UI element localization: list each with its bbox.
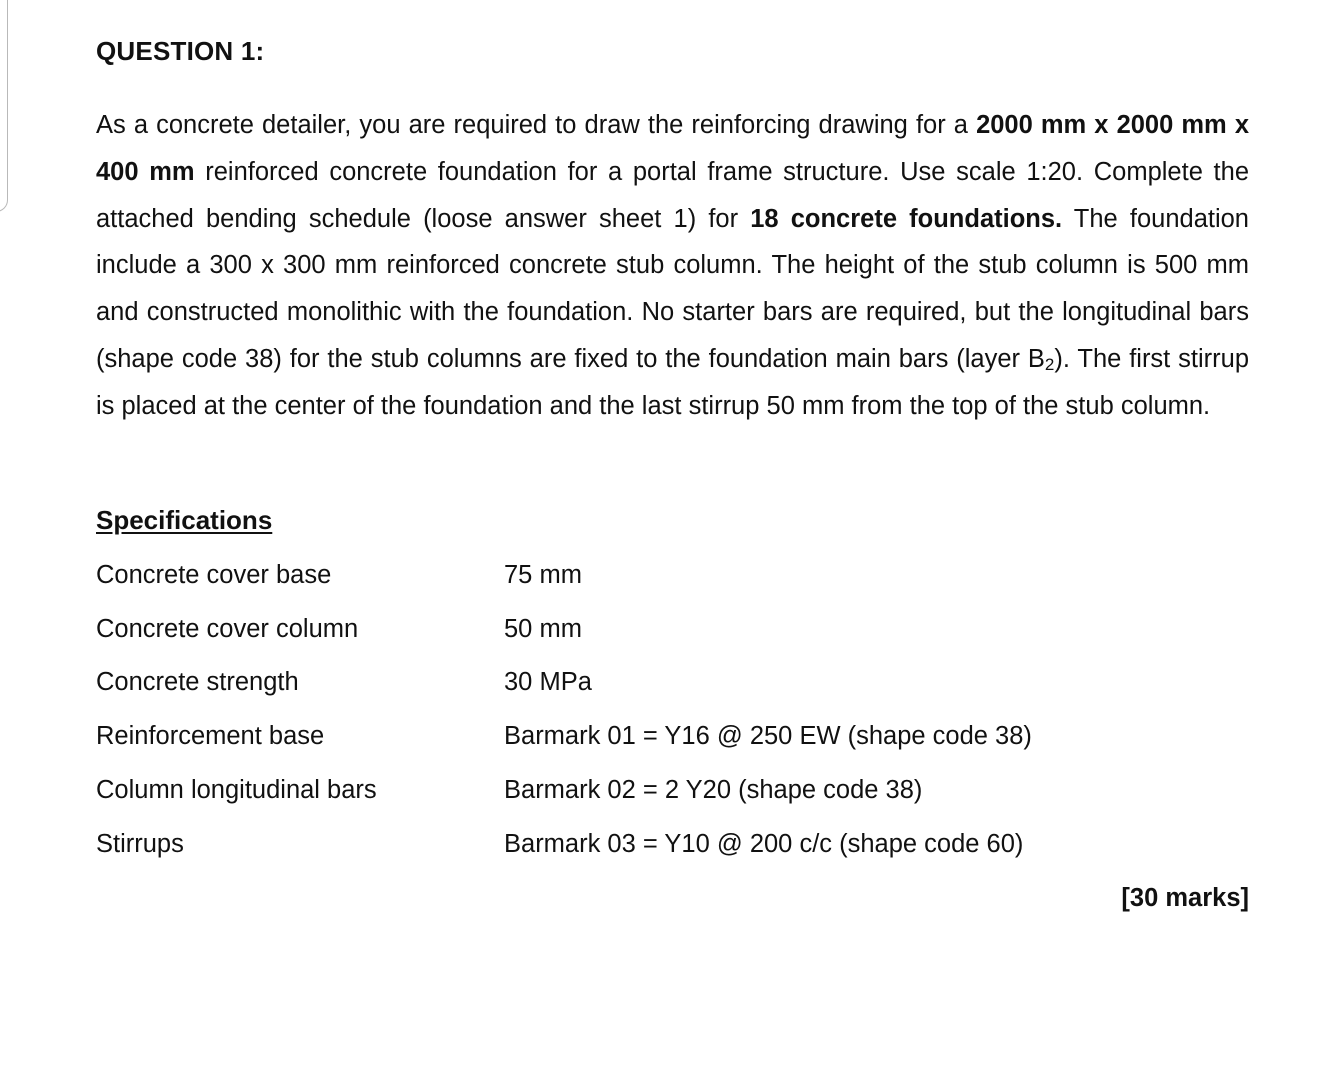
specifications-heading: Specifications [96,505,273,535]
question-body [96,102,1249,430]
spec-label: Concrete cover column [96,615,359,643]
spec-row-column-longitudinal-bars [96,773,1196,807]
spec-row-cover-base [96,558,1196,592]
spec-value: Barmark 01 = Y16 @ 250 EW (shape code 38) [504,722,1032,750]
spec-label: Stirrups [96,830,184,858]
spec-value: 50 mm [504,615,582,643]
spec-row-stirrups [96,827,1196,861]
spec-value: 75 mm [504,561,582,589]
spec-value: Barmark 02 = 2 Y20 (shape code 38) [504,776,923,804]
body-text-1: As a concrete detailer, you are required to draw the reinforcing drawing for a [96,111,977,139]
spec-label: Reinforcement base [96,722,325,750]
foundation-dimensions: 2000 mm x 2000 mm x 400 mm [96,111,1249,186]
spec-label: Column longitudinal bars [96,776,377,804]
marks-label: [30 marks] [1121,884,1249,912]
spec-value: Barmark 03 = Y10 @ 200 c/c (shape code 60) [504,830,1024,858]
layer-subscript: 2 [1044,354,1055,374]
spec-row-reinforcement-base [96,719,1196,753]
body-text-3: The foundation include a 300 x 300 mm reinforced concrete stub column. The height of the stub column is 500 mm and constructed monolithic with the foundation. No starter bars are required, but the longitudinal bars (shape code 38) for the stub columns are fixed to the foundation main bars (layer B [96,204,1249,373]
body-text-4: ). The first stirrup is placed at the center of the foundation and the last stirrup 50 mm from the top of the stub column. [96,344,1249,420]
question-title: QUESTION 1: [96,36,265,66]
page-edge-border [0,0,8,212]
body-text-2: reinforced concrete foundation for a portal frame structure. Use scale 1:20. Complete the attached bending schedule (loose answer sheet 1) for [96,157,1249,233]
spec-label: Concrete cover base [96,561,332,589]
spec-row-concrete-strength [96,665,1196,699]
spec-value: 30 MPa [504,668,592,696]
spec-label: Concrete strength [96,668,299,696]
spec-row-cover-column [96,612,1196,646]
foundation-count: 18 concrete foundations. [750,204,1063,233]
